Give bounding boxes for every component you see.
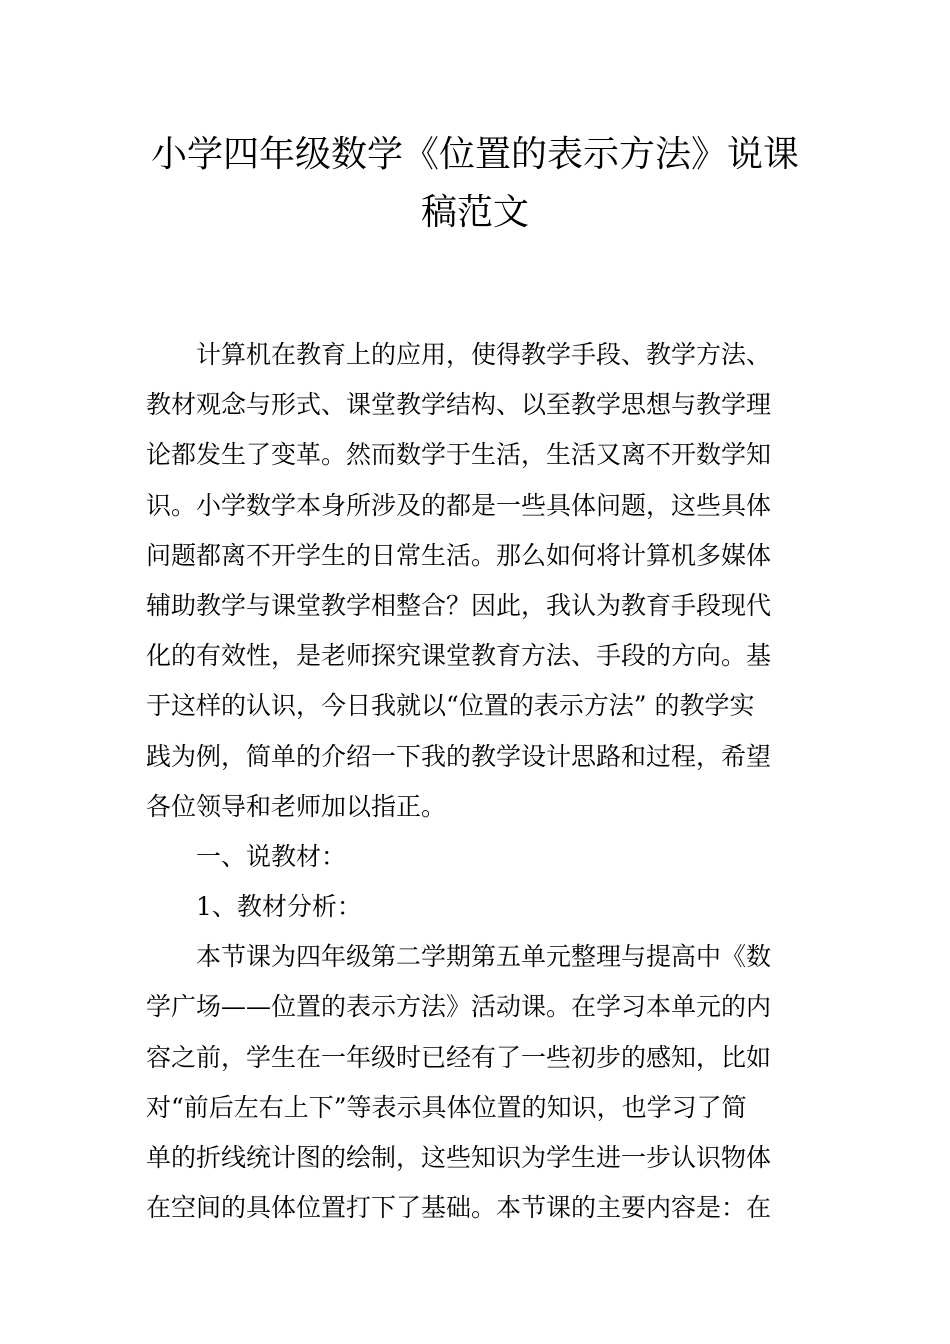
paragraph-line: 论都发生了变革。然而数学于生活，生活又离不开数学知 [146,440,772,470]
paragraph-line: 于这样的认识，今日我就以“位置的表示方法” 的教学实 [146,691,755,721]
paragraph-line: 学广场——位置的表示方法》活动课。在学习本单元的内 [146,992,772,1022]
title-line-2: 稿范文 [420,192,529,233]
title-line-1: 小学四年级数学《位置的表示方法》说课 [150,134,799,175]
paragraph-line: 本节课为四年级第二学期第五单元整理与提高中《数 [196,942,772,972]
section-heading: 一、说教材： [196,841,347,871]
paragraph-line: 各位领导和老师加以指正。 [146,791,447,821]
subsection-heading: 1、教材分析： [196,892,362,922]
paragraph-line: 践为例，简单的介绍一下我的教学设计思路和过程，希望 [146,741,772,771]
paragraph-line: 辅助教学与课堂教学相整合？因此，我认为教育手段现代 [146,590,772,620]
paragraph-line: 问题都离不开学生的日常生活。那么如何将计算机多媒体 [146,540,772,570]
paragraph-line: 化的有效性，是老师探究课堂教育方法、手段的方向。基 [146,641,772,671]
paragraph-line: 在空间的具体位置打下了基础。本节课的主要内容是：在 [146,1193,772,1223]
document-body [146,330,810,1233]
paragraph-line: 对“前后左右上下”等表示具体位置的知识，也学习了简 [146,1092,747,1122]
document-title [130,126,820,242]
paragraph-line: 计算机在教育上的应用，使得教学手段、教学方法、 [196,340,772,369]
paragraph-line: 教材观念与形式、课堂教学结构、以至教学思想与教学理 [146,390,772,420]
paragraph-line: 容之前，学生在一年级时已经有了一些初步的感知，比如 [146,1042,772,1072]
paragraph-line: 识。小学数学本身所涉及的都是一些具体问题，这些具体 [146,490,772,520]
paragraph-line: 单的折线统计图的绘制，这些知识为学生进一步认识物体 [146,1143,772,1172]
